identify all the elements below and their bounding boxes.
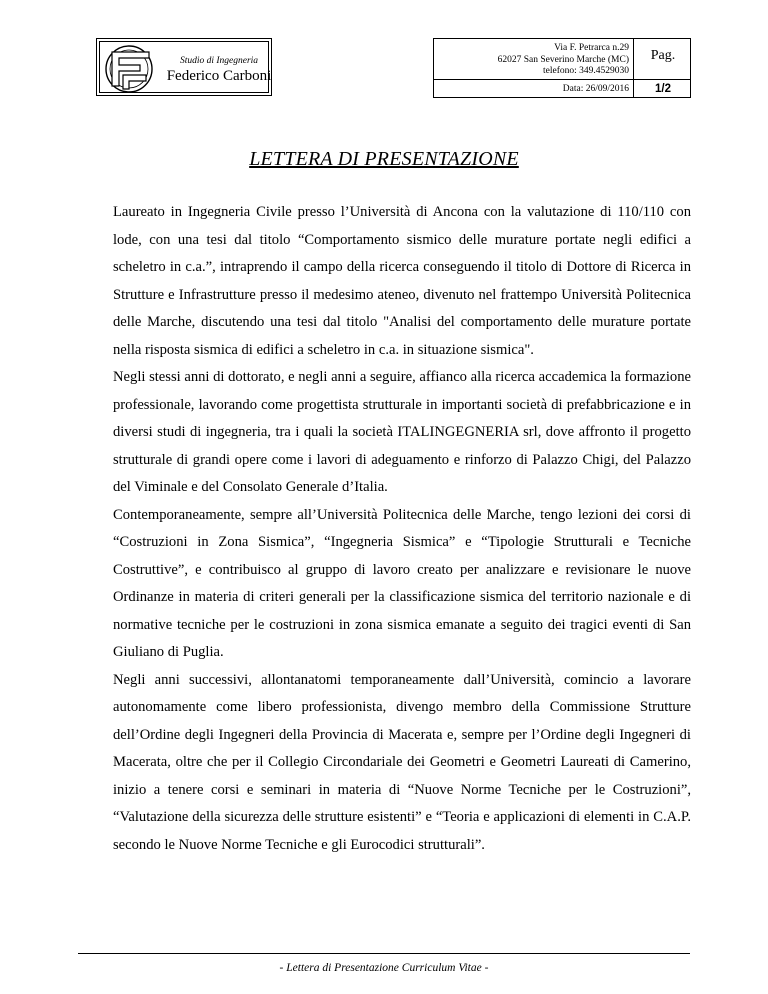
info-horizontal-divider [434,79,690,80]
footer-divider [78,953,690,954]
body-paragraph: Negli anni successivi, allontanatomi temporaneamente dall’Università, comincio a lavorare autonomamente come libero professionista, divengo membro della Commissione Strutture dell’Ordine degli Ingegneri della Provincia di Macerata e, sempre per l’Ordine degli Ingegneri di Macerata, oltre che per il Collegio Circondariale dei Geometri e Geometri Laureati di Camerino, inizio a tenere corsi e seminari in materia di “Nuove Norme Tecniche per le Costruzioni”, “Valutazione della sicurezza delle strutture esistenti” e “Teoria e applicazioni di elementi in C.A.P. secondo le Nuove Norme Tecniche e gli Eurocodici strutturali”. [113,671,691,853]
body-paragraph: Laureato in Ingegneria Civile presso l’Università di Ancona con la valutazione di 110/110 con lode, con una tesi dal titolo “Comportamento sismico delle murature portate negli edifici a scheletro in c.a.”, intraprendo il campo della ricerca conseguendo il titolo di Dottore di Ricerca in Strutture e Infrastrutture presso il medesimo ateneo, divenuto nel frattempo Università Politecnica delle Marche, discutendo una tesi dal titolo "Analisi del comportamento delle murature portate nella risposta sismica di edifici a scheletro in c.a. in situazione sismica". [113,204,691,358]
logo-box [96,38,272,96]
logo-name: Federico Carboni [166,68,272,84]
address-block [438,43,629,78]
logo-subtitle: Studio di Ingegneria [179,56,259,66]
address-line: telefono: 349.4529030 [542,66,629,76]
page-label: Pag. [650,48,676,63]
letter-body [113,199,691,859]
address-line: 62027 San Severino Marche (MC) [497,54,629,65]
body-paragraph: Negli stessi anni di dottorato, e negli anni a seguire, affianco alla ricerca accademica la formazione professionale, lavorando come progettista strutturale in importanti società di prefabbricazione e in diversi studi di ingegneria, tra i quali la società ITALINGEGNERIA srl, dove affronto il progetto strutturale di grandi opere come i lavori di adeguamento e rinforzo di Palazzo Chigi, del Palazzo del Viminale e del Consolato Generale d’Italia. [113,369,691,495]
address-line: Via F. Petrarca n.29 [554,43,629,53]
logo-inner-frame [99,41,272,93]
footer-text: - Lettera di Presentazione Curriculum Vitae - [279,962,489,974]
header-info-box [433,38,691,98]
page-title: LETTERA DI PRESENTAZIONE [249,148,519,170]
page-number: 1/2 [655,83,671,95]
document-date: Data: 26/09/2016 [562,84,629,94]
body-paragraph: Contemporaneamente, sempre all’Università Politecnica delle Marche, tengo lezioni dei corsi di “Costruzioni in Zona Sismica”, “Ingegneria Sismica” e “Tipologie Strutturali e Tecniche Costruttive”, e contribuisco al gruppo di lavoro creato per analizzare e revisionare le nuove Ordinanze in materia di criteri generali per la classificazione sismica del territorio nazionale e di normative tecniche per le costruzioni in zona sismica emanate a seguito dei tragici eventi di San Giuliano di Puglia. [113,506,691,660]
fc-monogram-icon [102,43,158,95]
